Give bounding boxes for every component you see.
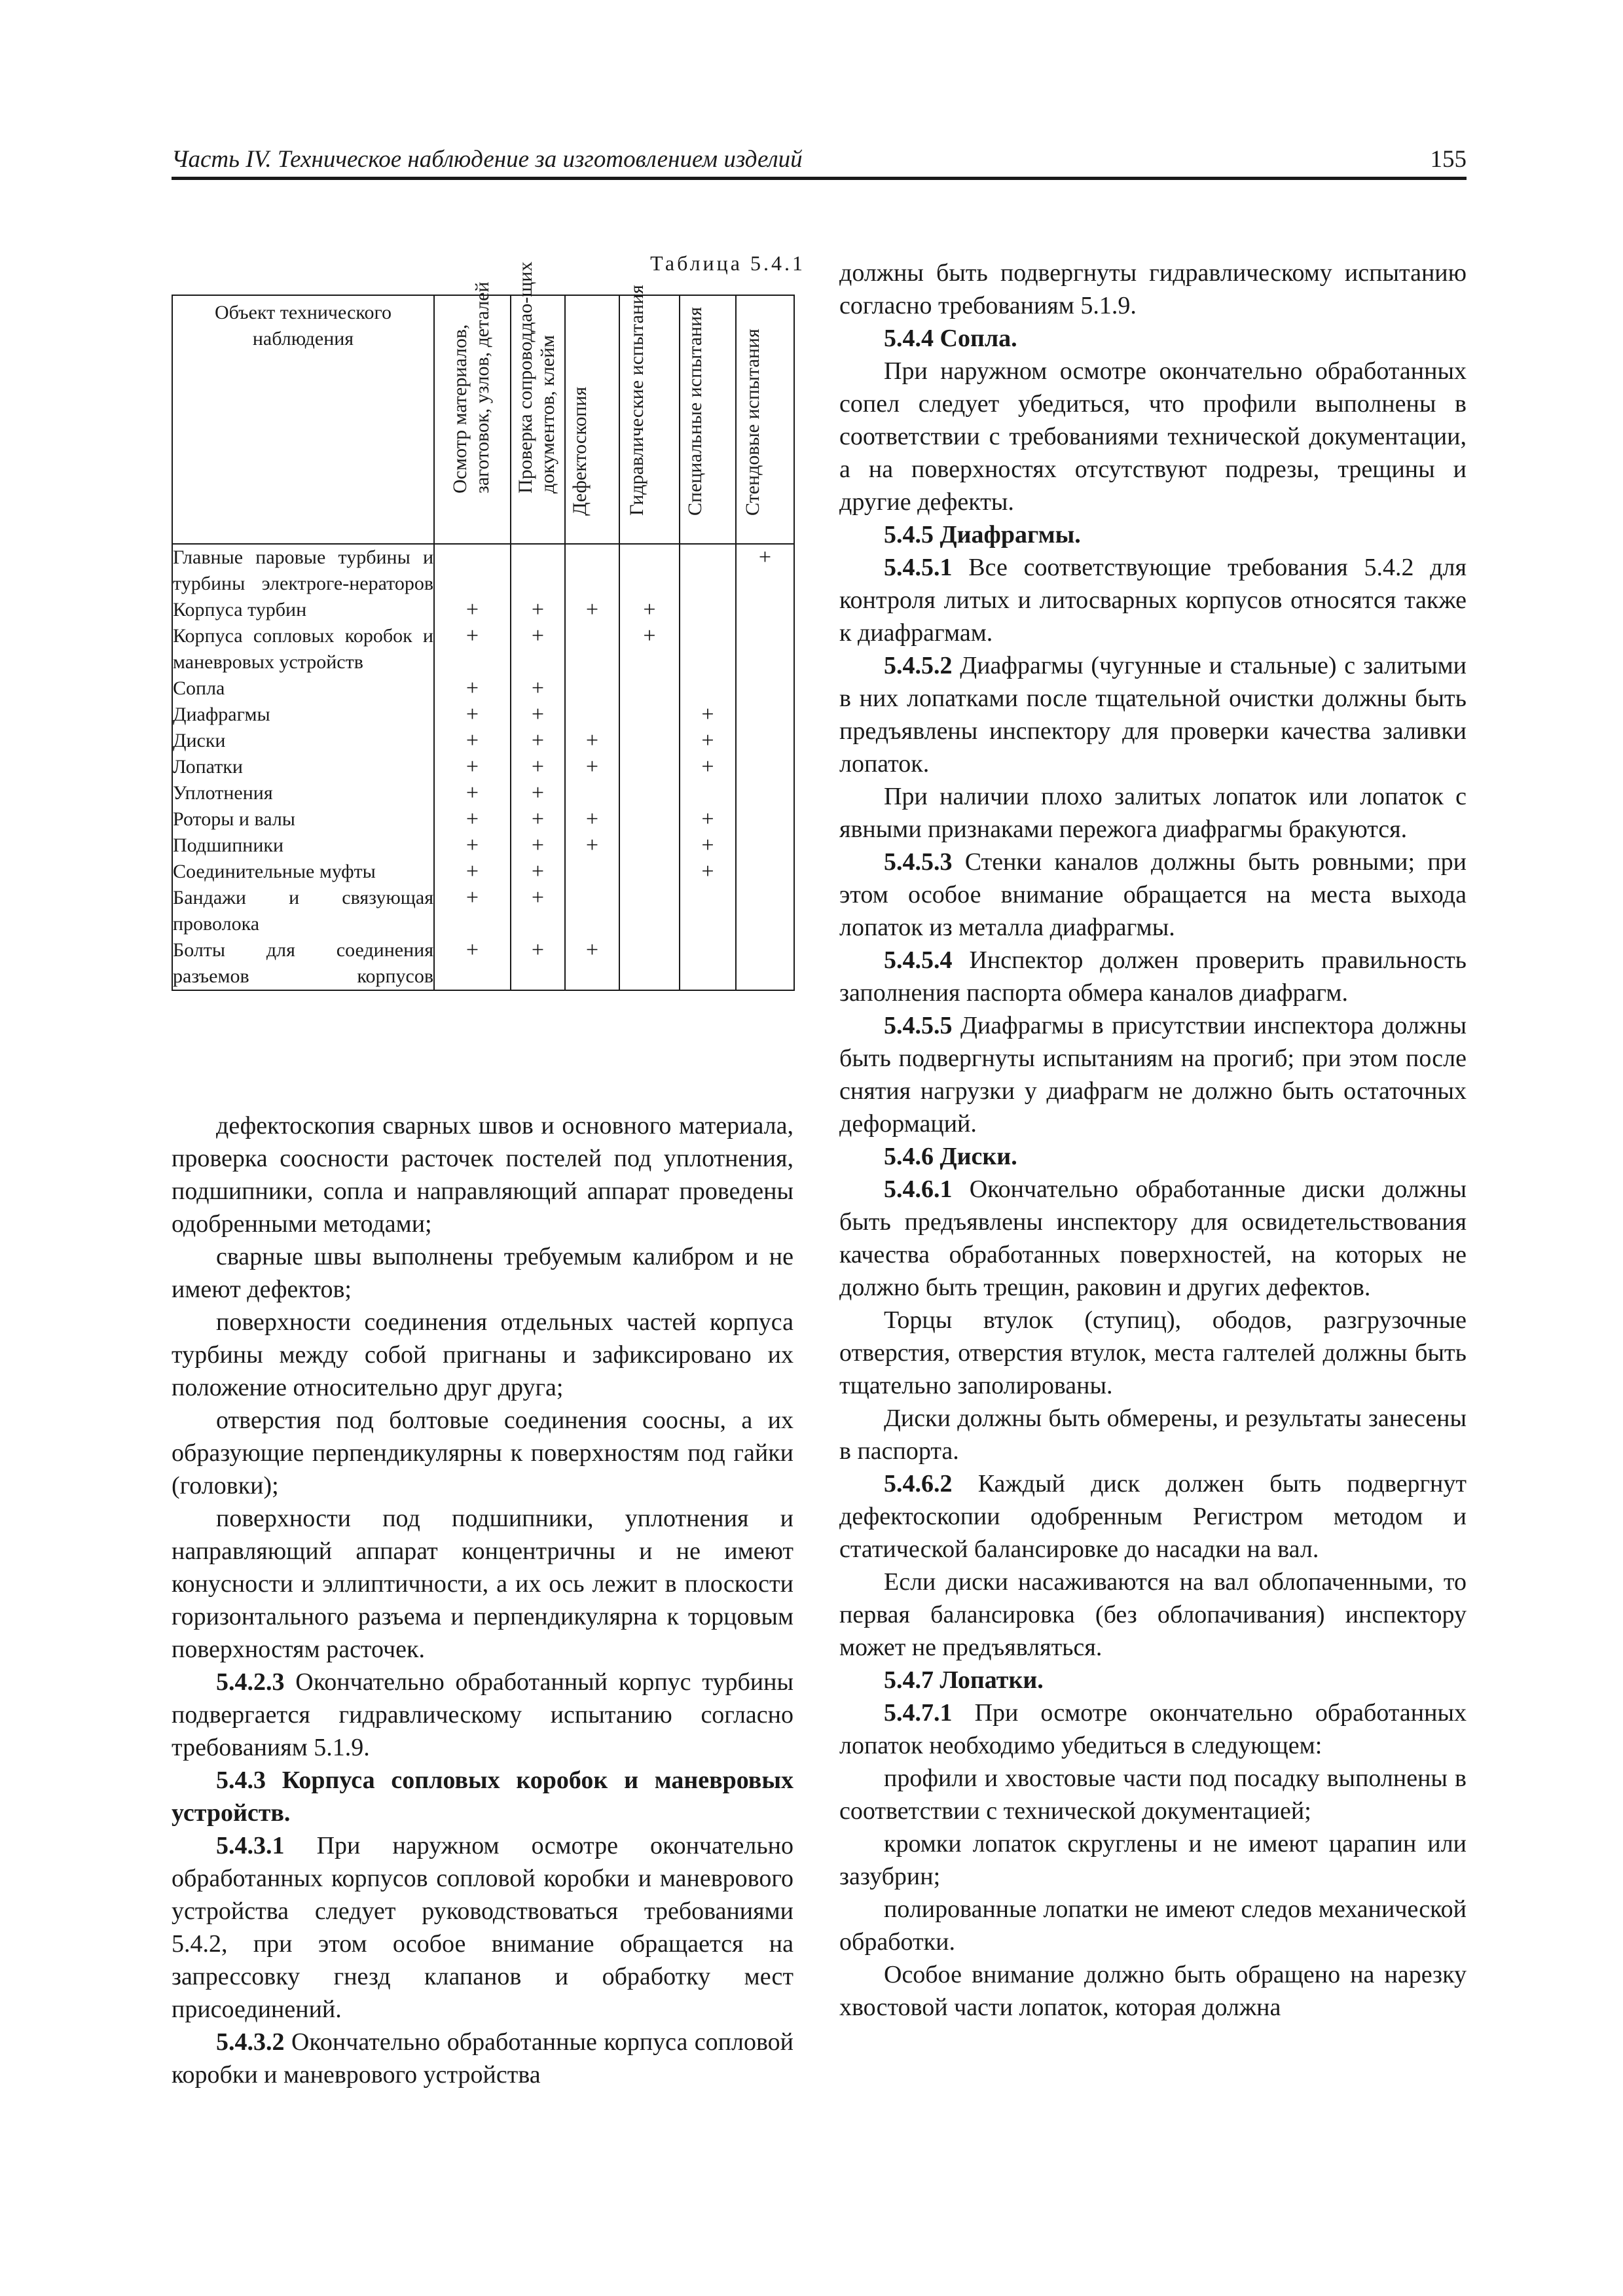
clause-text: Окончательно обработанный корпус турбины подвергается гидравлическому испытанию согласно требованиям 5.1.9. [172,1668,793,1761]
mark-cell [619,859,680,885]
mark-cell: + [565,597,619,623]
mark-cell: + [680,728,736,754]
mark-cell [565,780,619,806]
clause-5-4-6-2 [839,1467,1467,1566]
mark-cell: + [511,623,565,675]
mark-cell [565,623,619,675]
mark-cell [619,754,680,780]
clause-text: Диафрагмы (чугунные и стальные) с залитыми в них лопатками после тщательной очистки должны быть предъявлены инспектору для проверки качества заливки лопаток. [839,652,1467,778]
mark-cell [680,597,736,623]
col-header-object: Объект технического наблюдения [172,295,434,544]
paragraph: поверхности соединения отдельных частей корпуса турбины между собой пригнаны и зафиксировано их положение относительно друг друга; [172,1308,793,1401]
clause-number: 5.4.6.1 [884,1175,953,1203]
paragraph: полированные лопатки не имеют следов механической обработки. [839,1895,1467,1956]
paragraph: профили и хвостовые части под посадку выполнены в соответствии с технической документацией; [839,1765,1467,1825]
table-row [172,937,794,990]
section-heading: 5.4.7 Лопатки. [884,1666,1044,1694]
row-object-name: Подшипники [172,833,434,859]
table-header-row [172,295,794,544]
col-header-bench-text: Стендовые испытания [741,329,763,516]
clause-number: 5.4.5.5 [884,1012,953,1039]
paragraph: сварные швы выполнены требуемым калибром и не имеют дефектов; [172,1243,793,1303]
col-header-inspection-text: Осмотр материалов, заготовок, узлов, деталей [448,281,493,493]
clause-text: Диафрагмы в присутствии инспектора должны быть подвергнуты испытаниям на прогиб; при этом после снятия нагрузки у диафрагм не должно быть остаточных деформаций. [839,1012,1467,1138]
clause-5-4-5-1 [839,551,1467,649]
row-object-name: Бандажи и связующая проволока [172,885,434,937]
mark-cell: + [511,885,565,937]
col-header-hydraulic [619,285,680,544]
paragraph: Торцы втулок (ступиц), ободов, разгрузочные отверстия, отверстия втулок, места галтелей должны быть тщательно заполированы. [839,1306,1467,1399]
table-row [172,675,794,702]
clause-text: Окончательно обработанные корпуса сопловой коробки и маневрового устройства [172,2028,793,2089]
mark-cell [619,833,680,859]
section-heading: 5.4.5 Диафрагмы. [884,521,1081,548]
table-caption: Таблица 5.4.1 [650,251,805,275]
left-text-column [172,1109,793,2091]
mark-cell: + [511,702,565,728]
mark-cell [736,833,794,859]
row-object-name: Диафрагмы [172,702,434,728]
mark-cell: + [511,833,565,859]
mark-cell: + [736,544,794,597]
clause-text: При наружном осмотре окончательно обработанных корпусов сопловой коробки и маневрового устройства следует руководствоваться требованиями 5.4.2, при этом особое внимание обращается на запрессовку гнезд клапанов и обработку мест присоединений. [172,1832,793,2023]
row-object-name: Роторы и валы [172,806,434,833]
mark-cell [680,623,736,675]
mark-cell [680,675,736,702]
mark-cell: + [511,780,565,806]
mark-cell: + [511,859,565,885]
paragraph: Если диски насаживаются на вал облопаченными, то первая балансировка (без облопачивания) инспектору может не предъявляться. [839,1568,1467,1661]
clause-number: 5.4.5.3 [884,848,953,876]
paragraph: дефектоскопия сварных швов и основного материала, проверка соосности расточек постелей под уплотнения, подшипники, сопла и направляющий аппарат проведены одобренными методами; [172,1112,793,1238]
mark-cell [736,623,794,675]
col-header-special-text: Специальные испытания [684,306,706,516]
mark-cell [680,544,736,597]
clause-5-4-3-1 [172,1829,793,2026]
col-header-flaw-detection [565,295,619,544]
col-header-flaw-detection-text: Дефектоскопия [568,386,591,516]
mark-cell: + [680,833,736,859]
row-object-name: Главные паровые турбины и турбины электроге-нераторов [172,544,434,597]
table-row [172,754,794,780]
mark-cell: + [511,937,565,990]
mark-cell [565,544,619,597]
mark-cell: + [565,754,619,780]
mark-cell: + [434,937,511,990]
table-row [172,885,794,937]
mark-cell [565,675,619,702]
clause-text: Все соответствующие требования 5.4.2 для контроля литых и литосварных корпусов относятся также к диафрагмам. [839,554,1467,647]
mark-cell [619,702,680,728]
mark-cell [565,859,619,885]
table-row [172,728,794,754]
mark-cell [619,806,680,833]
mark-cell: + [565,833,619,859]
row-object-name: Диски [172,728,434,754]
paragraph: Диски должны быть обмерены, и результаты занесены в паспорта. [839,1405,1467,1465]
clause-5-4-7-1 [839,1696,1467,1762]
mark-cell [511,544,565,597]
mark-cell [619,675,680,702]
mark-cell [619,544,680,597]
mark-cell: + [680,754,736,780]
clause-5-4-5-2 [839,649,1467,780]
mark-cell: + [434,806,511,833]
section-heading: 5.4.4 Сопла. [884,325,1017,352]
mark-cell: + [434,754,511,780]
running-header [172,145,1467,177]
mark-cell [619,780,680,806]
header-rule [172,177,1467,180]
table-row [172,833,794,859]
mark-cell: + [434,885,511,937]
clause-number: 5.4.7.1 [884,1699,953,1727]
clause-5-4-5-4 [839,944,1467,1009]
clause-text: При осмотре окончательно обработанных лопаток необходимо убедиться в следующем: [839,1699,1467,1759]
mark-cell: + [511,728,565,754]
mark-cell: + [680,702,736,728]
row-object-name: Лопатки [172,754,434,780]
section-heading: 5.4.6 Диски. [884,1143,1017,1170]
mark-cell [680,937,736,990]
mark-cell: + [434,702,511,728]
mark-cell [619,728,680,754]
clause-number: 5.4.2.3 [216,1668,285,1696]
paragraph: кромки лопаток скруглены и не имеют царапин или зазубрин; [839,1830,1467,1890]
mark-cell: + [511,806,565,833]
mark-cell: + [434,675,511,702]
mark-cell [736,702,794,728]
table-row [172,859,794,885]
row-object-name: Сопла [172,675,434,702]
mark-cell [736,885,794,937]
table-row [172,780,794,806]
mark-cell: + [619,597,680,623]
mark-cell [736,728,794,754]
mark-cell: + [434,728,511,754]
clause-text: Инспектор должен проверить правильность заполнения паспорта обмера каналов диафрагм. [839,946,1467,1007]
row-object-name: Корпуса турбин [172,597,434,623]
col-header-inspection [434,281,511,544]
clause-number: 5.4.5.2 [884,652,953,679]
mark-cell [619,885,680,937]
section-heading: 5.4.3 Корпуса сопловых коробок и маневровых устройств. [172,1767,793,1827]
mark-cell: + [511,754,565,780]
mark-cell: + [680,806,736,833]
mark-cell: + [434,597,511,623]
row-object-name: Соединительные муфты [172,859,434,885]
col-header-special [680,295,736,544]
mark-cell [736,806,794,833]
table-row [172,544,794,597]
mark-cell [565,885,619,937]
right-text-column [839,257,1467,2024]
clause-5-4-5-5 [839,1009,1467,1140]
mark-cell [736,754,794,780]
mark-cell: + [680,859,736,885]
paragraph: поверхности под подшипники, уплотнения и направляющий аппарат концентричны и не имеют конусности и эллиптичности, а их ось лежит в плоскости горизонтального разъема и перпендикулярна к торцовым поверхностям расточек. [172,1505,793,1663]
paragraph: отверстия под болтовые соединения соосны, а их образующие перпендикулярны к поверхностям под гайки (головки); [172,1407,793,1499]
clause-text: Окончательно обработанные диски должны быть предъявлены инспектору для освидетельствования качества обработанных поверхностей, на которых не должно быть трещин, раковин и других дефектов. [839,1175,1467,1301]
mark-cell: + [619,623,680,675]
mark-cell [434,544,511,597]
clause-text: Стенки каналов должны быть ровными; при этом особое внимание обращается на места выхода лопаток из металла диафрагмы. [839,848,1467,941]
mark-cell [736,780,794,806]
mark-cell: + [565,806,619,833]
clause-number: 5.4.5.1 [884,554,953,581]
col-header-hydraulic-text: Гидравлические испытания [626,285,647,516]
clause-5-4-3-2 [172,2026,793,2091]
clause-text: Каждый диск должен быть подвергнут дефектоскопии одобренным Регистром методом и статической балансировке до насадки на вал. [839,1470,1467,1563]
clause-number: 5.4.5.4 [884,946,953,974]
row-object-name: Уплотнения [172,780,434,806]
mark-cell: + [434,623,511,675]
mark-cell [565,702,619,728]
table-row [172,702,794,728]
mark-cell [619,937,680,990]
clause-number: 5.4.6.2 [884,1470,953,1498]
mark-cell: + [565,937,619,990]
mark-cell: + [434,833,511,859]
clause-number: 5.4.3.1 [216,1832,285,1859]
mark-cell [736,937,794,990]
mark-cell [736,675,794,702]
mark-cell: + [565,728,619,754]
clause-5-4-5-3 [839,846,1467,944]
table-row [172,597,794,623]
paragraph: При наличии плохо залитых лопаток или лопаток с явными признаками пережога диафрагмы бракуются. [839,783,1467,843]
table-row [172,623,794,675]
paragraph: должны быть подвергнуты гидравлическому испытанию согласно требованиям 5.1.9. [839,259,1467,319]
mark-cell: + [511,597,565,623]
row-object-name: Болты для соединения разъемов корпусов [172,937,434,990]
mark-cell: + [434,780,511,806]
paragraph: Особое внимание должно быть обращено на нарезку хвостовой части лопаток, которая должна [839,1961,1467,2021]
mark-cell [736,859,794,885]
mark-cell [680,780,736,806]
mark-cell: + [511,675,565,702]
table-row [172,806,794,833]
col-header-bench [736,295,794,544]
col-header-documents [511,261,565,544]
mark-cell [680,885,736,937]
clause-number: 5.4.3.2 [216,2028,285,2056]
mark-cell [736,597,794,623]
row-object-name: Корпуса сопловых коробок и маневровых устройств [172,623,434,675]
paragraph: При наружном осмотре окончательно обработанных сопел следует убедиться, что профили выполнены в соответствии с требованиями технической документации, а на поверхностях отсутствуют подрезы, трещины и другие дефекты. [839,357,1467,516]
mark-cell: + [434,859,511,885]
header-title: Часть IV. Техническое наблюдение за изготовлением изделий [172,146,803,173]
col-header-documents-text: Проверка сопроводдао-щих документов, клейм [514,261,558,493]
clause-5-4-6-1 [839,1173,1467,1304]
clause-5-4-2-3 [172,1666,793,1764]
page-number: 155 [1430,146,1467,173]
